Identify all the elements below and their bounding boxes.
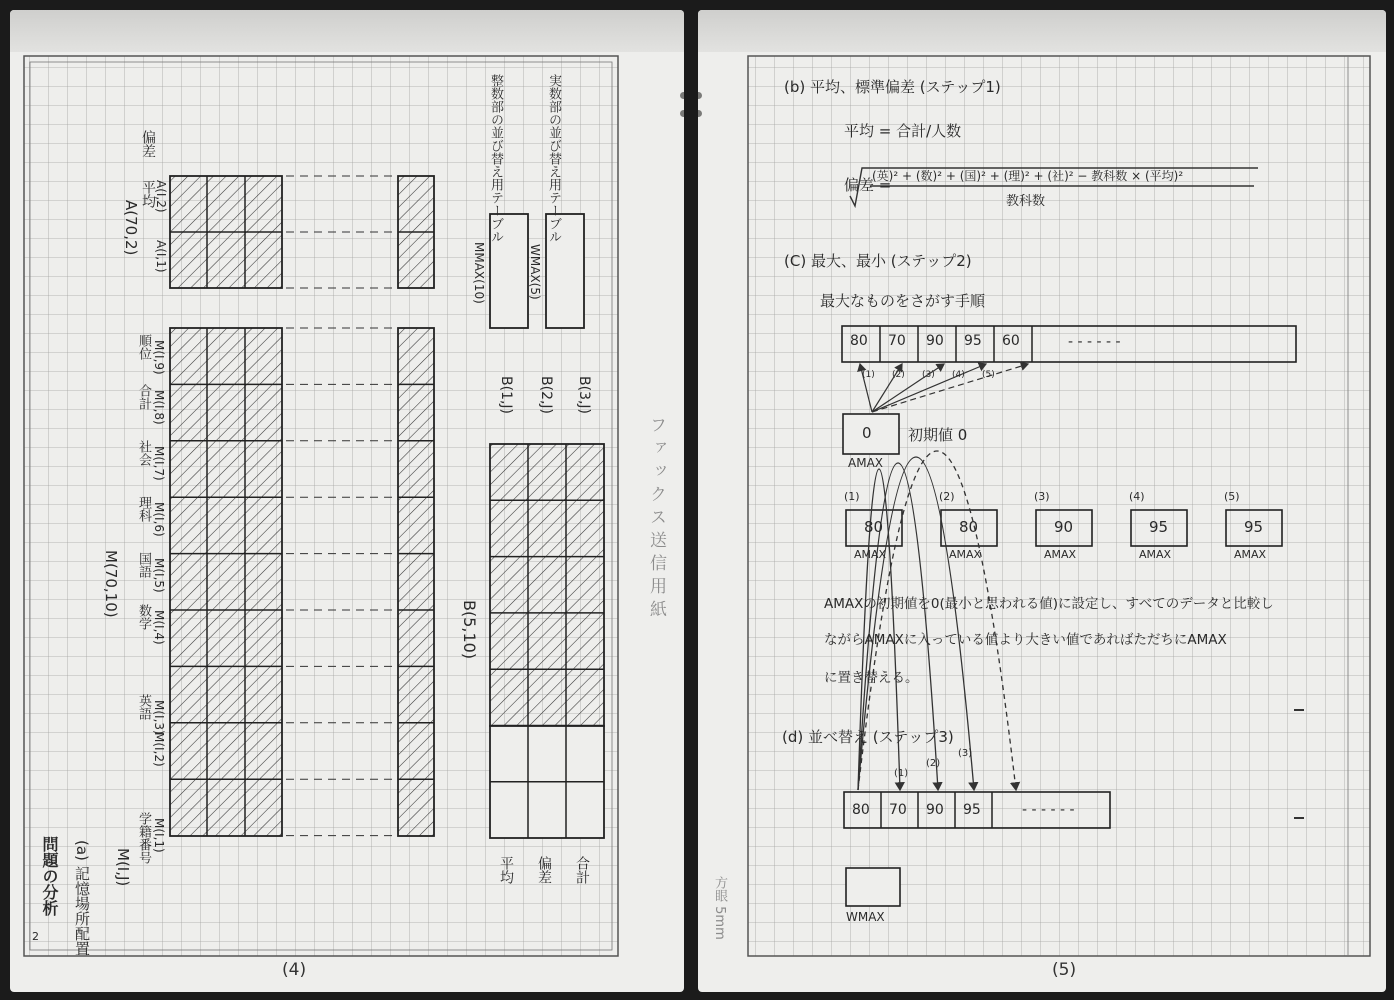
amax-step-value: 95 (1149, 518, 1169, 536)
amax-initial-value: 0 (862, 424, 872, 442)
m-col-name: 数学 (136, 604, 151, 630)
left-page (10, 10, 684, 992)
binding-watermark: ファックス送信用紙 (646, 416, 666, 623)
amax-step-label: (3) (1034, 490, 1050, 503)
d-value: 90 (926, 802, 944, 818)
amax-step-name: AMAX (949, 548, 982, 561)
amax-step-name: AMAX (1044, 548, 1077, 561)
c-value: 90 (926, 333, 944, 349)
c-dashes: - - - - - - (1068, 334, 1121, 350)
side-mark: 2 (32, 930, 39, 943)
b-col-1: B(1,J) (498, 376, 514, 415)
amax-label: AMAX (848, 456, 883, 470)
formula-mean: 平均 = 合計/人数 (844, 122, 962, 140)
amax-initial-label: 初期値 0 (908, 426, 968, 444)
c-arrow-label: (4) (952, 370, 965, 380)
section-title: 問題の分析 (40, 836, 59, 916)
m-col-index: M(I,2) (152, 732, 166, 767)
m-col-index: M(I,6) (152, 502, 166, 537)
d-value: 95 (963, 802, 981, 818)
subsection-title: (a) 記憶場所配置 (73, 840, 91, 956)
a-col-index-1: A(I,1) (154, 240, 168, 273)
c-arrow-label: (3) (922, 370, 935, 380)
amax-step-value: 90 (1054, 518, 1074, 536)
para-line-1: AMAXの初期値を0(最小と思われる値)に設定し、すべてのデータと比較し (824, 596, 1274, 612)
amax-step-value: 80 (959, 518, 979, 536)
c-value: 70 (888, 333, 906, 349)
m-col-index: M(I,8) (152, 390, 166, 425)
formula-dev-denominator: 教科数 (1006, 194, 1046, 209)
m-col-index: M(I,5) (152, 558, 166, 593)
c-arrow-label: (1) (862, 370, 875, 380)
c-arrow-label: (2) (892, 370, 905, 380)
m-col-index: M(I,1) (152, 818, 166, 853)
punch-hole (680, 92, 684, 99)
mmax-label: MMAX(10) (472, 242, 486, 304)
side-print: 方眼 5mm (712, 876, 727, 940)
wmax-label: WMAX(5) (528, 244, 542, 300)
m-col-name: 社会 (136, 440, 151, 466)
para-line-2: ながらAMAXに入っている値より大きい値であればただちにAMAX (824, 632, 1227, 648)
d-arrow-label: (1) (894, 768, 909, 779)
b-col-3: B(3,J) (576, 376, 592, 415)
wmax-label: WMAX (846, 910, 885, 924)
punch-hole (680, 110, 684, 117)
amax-step-name: AMAX (1139, 548, 1172, 561)
right-page-number: (5) (1052, 960, 1077, 980)
d-value: 80 (852, 802, 870, 818)
d-value: 70 (889, 802, 907, 818)
amax-step-label: (4) (1129, 490, 1145, 503)
amax-step-label: (1) (844, 490, 860, 503)
m-col-index: M(I,3) (152, 700, 166, 735)
c-arrow-label: (5) (982, 370, 995, 380)
right-page (698, 10, 1386, 992)
a-col-index-2: A(I,2) (154, 180, 168, 213)
amax-step-label: (5) (1224, 490, 1240, 503)
b-col-2: B(2,J) (538, 376, 554, 415)
amax-step-value: 95 (1244, 518, 1264, 536)
m-col-name: 国語 (136, 552, 151, 578)
m-col-index: M(I,9) (152, 340, 166, 375)
section-c-subtitle: 最大なものをさがす手順 (820, 292, 986, 310)
d-arrow-label: (2) (926, 758, 941, 769)
array-b-size: B(5,10) (460, 600, 479, 660)
formula-dev-numerator: (英)² + (数)² + (国)² + (理)² + (社)² − 教科数 × (平均)² (872, 169, 1184, 183)
m-col-name: 英語 (136, 694, 151, 720)
m-col-name: 学籍番号 (136, 812, 151, 864)
d-arrow-label: (3) (958, 748, 973, 759)
amax-step-label: (2) (939, 490, 955, 503)
m-col-name: 理科 (136, 496, 151, 522)
section-d-title: (d) 並べ替え (ステップ3) (782, 728, 954, 746)
d-dashes: - - - - - - (1022, 802, 1075, 818)
b-row-label-3: 合計 (574, 856, 590, 884)
left-grid-sheet (10, 10, 684, 992)
section-b-title: (b) 平均、標準偏差 (ステップ1) (784, 78, 1001, 96)
b-row-label-1: 平均 (498, 856, 514, 884)
array-a-size: A(70,2) (122, 200, 140, 256)
m-col-name: 順位 (136, 334, 151, 360)
a-col-name-1: 平均 (140, 180, 156, 208)
left-page-number: (4) (282, 960, 307, 980)
c-value: 95 (964, 333, 982, 349)
array-m-label: M(I,J) (114, 848, 132, 887)
c-value: 80 (850, 333, 868, 349)
array-b-grid (490, 444, 604, 838)
m-col-index: M(I,7) (152, 446, 166, 481)
wmax-desc: 実数部の並び替え用テーブル (546, 74, 561, 243)
c-value: 60 (1002, 333, 1020, 349)
b-row-label-2: 偏差 (536, 856, 552, 884)
section-c-title: (C) 最大、最小 (ステップ2) (784, 252, 972, 270)
a-col-name-2: 偏差 (140, 130, 156, 158)
amax-step-name: AMAX (854, 548, 887, 561)
array-m-size: M(70,10) (102, 550, 120, 618)
amax-step-name: AMAX (1234, 548, 1267, 561)
amax-step-value: 80 (864, 518, 884, 536)
para-line-3: に置き替える。 (824, 670, 919, 686)
m-col-name: 合計 (136, 384, 151, 410)
formula-dev-label: 偏差 = (844, 176, 892, 194)
mmax-desc: 整数部の並び替え用テーブル (488, 74, 503, 243)
m-col-index: M(I,4) (152, 610, 166, 645)
